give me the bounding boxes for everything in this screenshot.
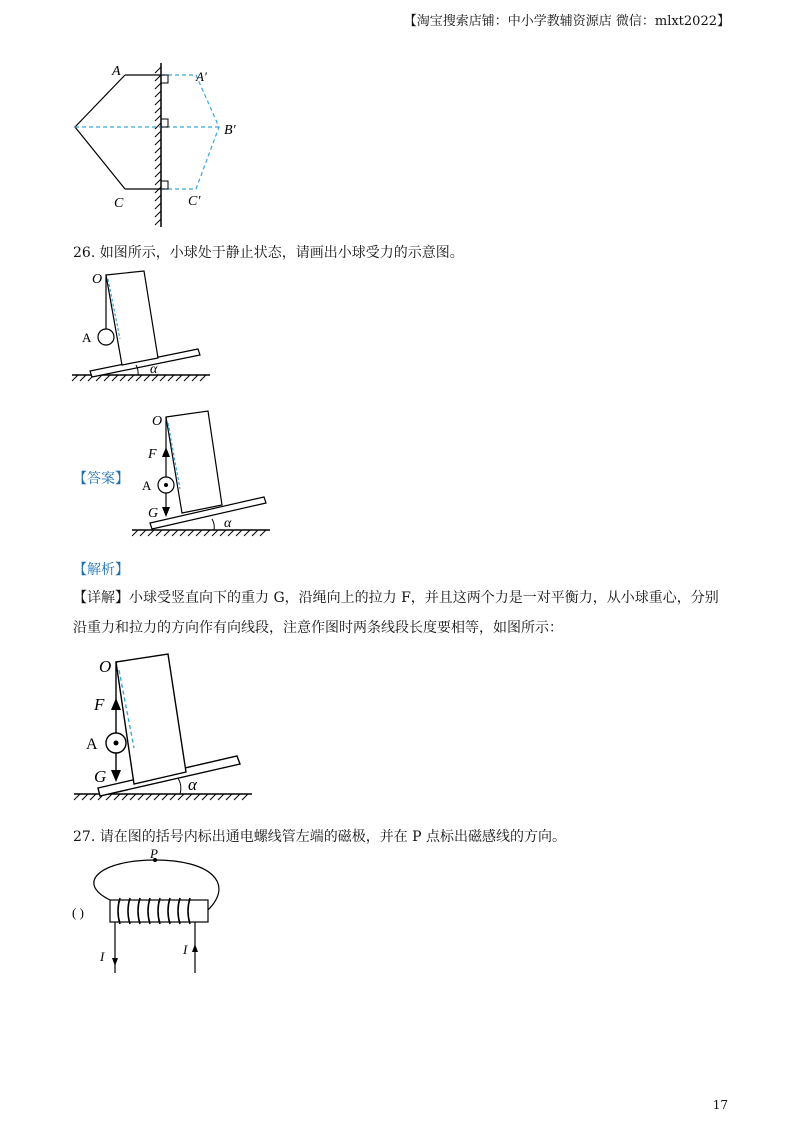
mirror-figure (60, 55, 260, 230)
solenoid-figure (70, 848, 240, 978)
page-header: 【淘宝搜索店铺：中小学教辅资源店 微信：mlxt2022】 (403, 14, 730, 29)
current-label-right: I (183, 942, 188, 957)
label-B-prime: B′ (224, 123, 236, 138)
label-F: F (148, 447, 157, 462)
label-A-prime: A′ (196, 69, 207, 84)
label-O: O (152, 414, 163, 429)
label-alpha: α (188, 775, 197, 794)
magnetic-pole-blank: ( ) (72, 905, 84, 920)
analysis-label: 【解析】 (73, 562, 129, 578)
label-A: A (82, 330, 92, 345)
label-alpha: α (150, 362, 158, 377)
answer-label: 【答案】 (73, 471, 129, 487)
q26-figure (70, 265, 220, 385)
question-26: 26. 如图所示，小球处于静止状态，请画出小球受力的示意图。 (73, 245, 464, 261)
detail-figure (72, 648, 262, 808)
label-C: C (114, 196, 124, 211)
label-G: G (148, 506, 159, 521)
detail-paragraph (73, 583, 733, 643)
detail-line-1: 小球受竖直向下的重力 G，沿绳向上的拉力 F，并且这两个力是一对平衡力，从小球重心，分别 (129, 590, 719, 606)
answer-figure (130, 405, 280, 535)
label-F: F (94, 695, 105, 714)
label-A: A (142, 478, 152, 493)
current-label-left: I (100, 949, 105, 964)
label-P: P (150, 846, 158, 861)
label-G: G (94, 767, 107, 786)
label-alpha: α (224, 516, 232, 531)
detail-prefix: 【详解】 (73, 590, 129, 606)
label-C-prime: C′ (188, 194, 201, 209)
question-27: 27. 请在图的括号内标出通电螺线管左端的磁极，并在 P 点标出磁感线的方向。 (73, 829, 567, 845)
label-A: A (86, 736, 98, 753)
label-O: O (92, 272, 103, 287)
detail-line-2: 沿重力和拉力的方向作有向线段，注意作图时两条线段长度要相等，如图所示： (73, 620, 563, 636)
label-A: A (112, 64, 121, 79)
label-O: O (99, 657, 112, 676)
page-number: 17 (712, 1098, 728, 1112)
